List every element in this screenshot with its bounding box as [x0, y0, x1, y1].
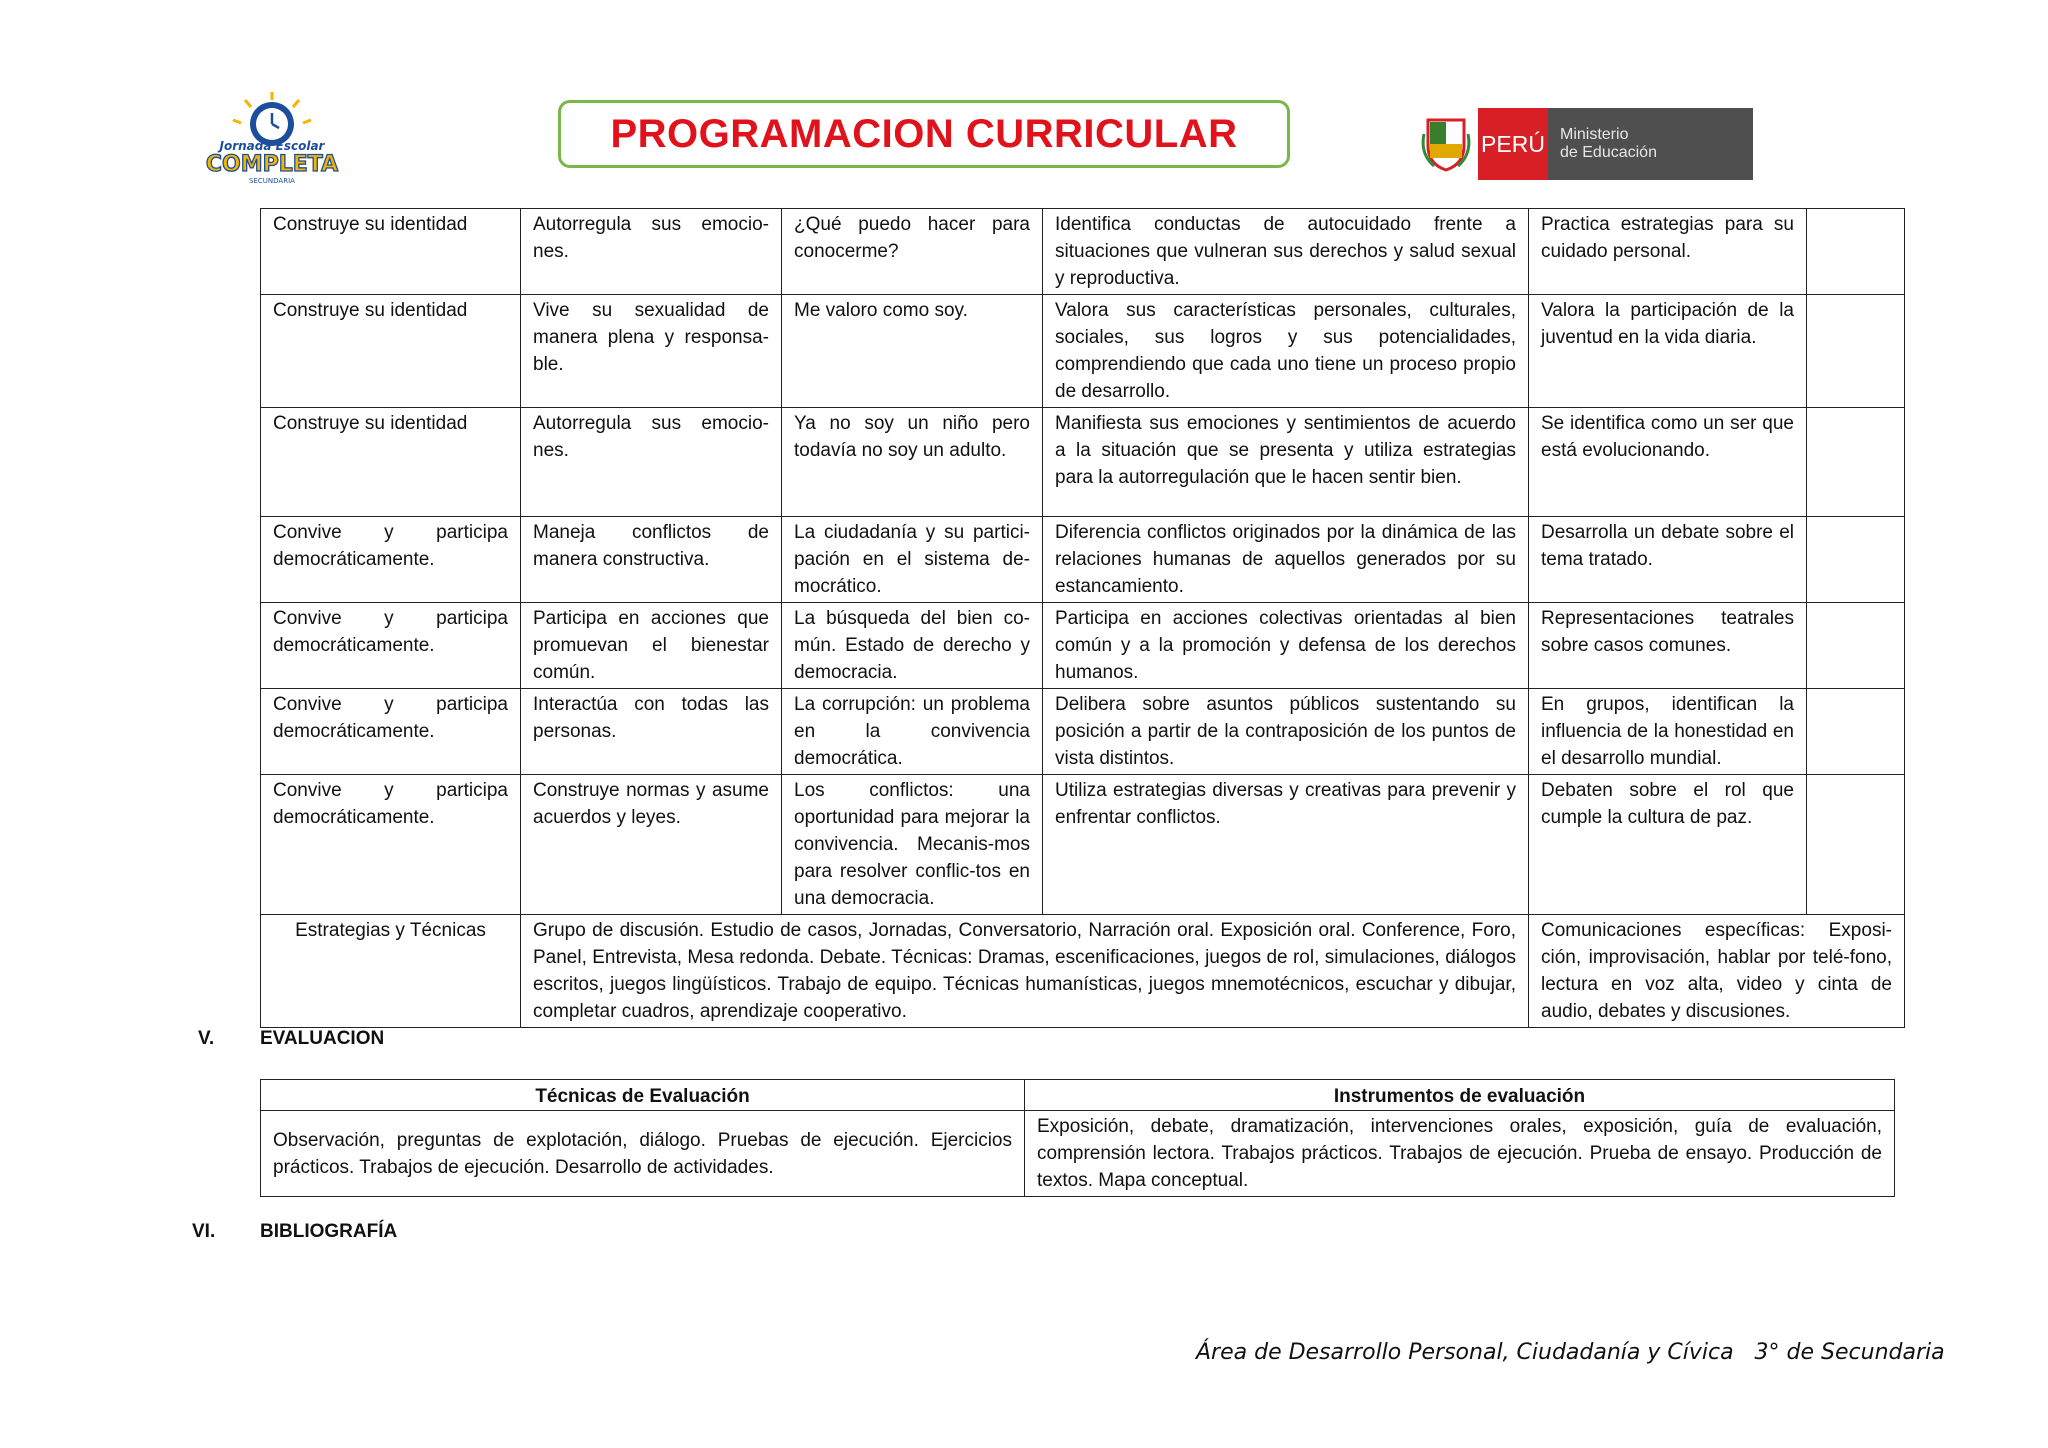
evaluation-col1-header: Técnicas de Evaluación — [261, 1080, 1025, 1111]
footer-text: Área de Desarrollo Personal, Ciudadanía y Cívica 3° de Secundaria — [1196, 1340, 1945, 1365]
bibliography-number: VI. — [192, 1221, 216, 1242]
evaluation-table — [260, 1079, 1895, 1197]
actividad-cell: Representaciones teatrales sobre casos comunes. — [1529, 603, 1807, 689]
extra-cell — [1807, 689, 1905, 775]
table-row — [261, 603, 1905, 689]
capacidad-cell: Interactúa con todas las personas. — [521, 689, 782, 775]
competencia-cell: Construye su identidad — [261, 209, 521, 295]
ministry-label — [1548, 108, 1753, 180]
actividad-cell: Practica estrategias para su cuidado personal. — [1529, 209, 1807, 295]
table-row — [261, 775, 1905, 915]
actividad-cell: Se identifica como un ser que está evolucionando. — [1529, 408, 1807, 517]
extra-cell — [1807, 603, 1905, 689]
evaluation-instruments: Exposición, debate, dramatización, intervenciones orales, exposición, guía de evaluación, comprensión lectora. Trabajos prácticos. Trabajos de ejecución. Prueba de ensayo. Producción de textos. Mapa conceptual. — [1025, 1111, 1895, 1197]
ministry-line-1: Ministerio — [1560, 126, 1629, 143]
strategies-label: Estrategias y Técnicas — [261, 915, 521, 1028]
extra-cell — [1807, 775, 1905, 915]
tema-cell: Me valoro como soy. — [782, 295, 1043, 408]
competencia-cell: Convive y participa democráticamente. — [261, 775, 521, 915]
desempeno-cell: Utiliza estrategias diversas y creativas para prevenir y enfrentar conflictos. — [1043, 775, 1529, 915]
actividad-cell: Debaten sobre el rol que cumple la cultura de paz. — [1529, 775, 1807, 915]
competencia-cell: Construye su identidad — [261, 408, 521, 517]
title-box — [558, 100, 1290, 168]
extra-cell — [1807, 295, 1905, 408]
desempeno-cell: Identifica conductas de autocuidado frente a situaciones que vulneran sus derechos y salud sexual y reproductiva. — [1043, 209, 1529, 295]
peru-label: PERÚ — [1478, 108, 1548, 180]
extra-cell — [1807, 408, 1905, 517]
capacidad-cell: Autorregula sus emocio-nes. — [521, 408, 782, 517]
extra-cell — [1807, 209, 1905, 295]
competencia-cell: Convive y participa democráticamente. — [261, 689, 521, 775]
table-row — [261, 295, 1905, 408]
bibliography-heading: BIBLIOGRAFÍA — [260, 1221, 398, 1242]
evaluation-heading: EVALUACION — [260, 1028, 385, 1049]
tema-cell: Ya no soy un niño pero todavía no soy un adulto. — [782, 408, 1043, 517]
actividad-cell: Valora la participación de la juventud en la vida diaria. — [1529, 295, 1807, 408]
evaluation-col2-header: Instrumentos de evaluación — [1025, 1080, 1895, 1111]
curriculum-table-body — [261, 209, 1905, 1028]
desempeno-cell: Diferencia conflictos originados por la dinámica de las relaciones humanas de aquellos generados por su estancamiento. — [1043, 517, 1529, 603]
extra-cell — [1807, 517, 1905, 603]
desempeno-cell: Participa en acciones colectivas orientadas al bien común y a la promoción y defensa de los derechos humanos. — [1043, 603, 1529, 689]
capacidad-cell: Vive su sexualidad de manera plena y responsa-ble. — [521, 295, 782, 408]
curriculum-table — [260, 208, 1905, 1028]
actividad-cell: En grupos, identifican la influencia de la honestidad en el desarrollo mundial. — [1529, 689, 1807, 775]
desempeno-cell: Valora sus características personales, culturales, sociales, sus logros y sus potencialidades, comprendiendo que cada uno tiene un proceso propio de desarrollo. — [1043, 295, 1529, 408]
capacidad-cell: Construye normas y asume acuerdos y leyes. — [521, 775, 782, 915]
table-row — [261, 209, 1905, 295]
evaluation-header-row — [261, 1080, 1895, 1111]
logo-line-3: SECUNDARIA — [249, 177, 295, 185]
strategies-row — [261, 915, 1905, 1028]
competencia-cell: Convive y participa democráticamente. — [261, 603, 521, 689]
capacidad-cell: Maneja conflictos de manera constructiva. — [521, 517, 782, 603]
evaluation-techniques: Observación, preguntas de explotación, diálogo. Pruebas de ejecución. Ejercicios prácticos. Trabajos de ejecución. Desarrollo de actividades. — [261, 1111, 1025, 1197]
tema-cell: La búsqueda del bien co-mún. Estado de derecho y democracia. — [782, 603, 1043, 689]
tema-cell: Los conflictos: una oportunidad para mejorar la convivencia. Mecanis-mos para resolver conflic-tos en una democracia. — [782, 775, 1043, 915]
capacidad-cell: Autorregula sus emocio-nes. — [521, 209, 782, 295]
page-title: PROGRAMACION CURRICULAR — [610, 111, 1238, 156]
strategies-extra: Comunicaciones específicas: Exposi-ción, improvisación, hablar por telé-fono, lectura en voz alta, video y cinta de audio, debates y discusiones. — [1529, 915, 1905, 1028]
tema-cell: ¿Qué puedo hacer para conocerme? — [782, 209, 1043, 295]
peru-coat-of-arms-icon — [1420, 114, 1472, 174]
evaluation-number: V. — [198, 1028, 215, 1049]
jornada-escolar-completa-logo — [205, 90, 340, 186]
competencia-cell: Convive y participa democráticamente. — [261, 517, 521, 603]
actividad-cell: Desarrolla un debate sobre el tema tratado. — [1529, 517, 1807, 603]
tema-cell: La corrupción: un problema en la convivencia democrática. — [782, 689, 1043, 775]
strategies-text: Grupo de discusión. Estudio de casos, Jornadas, Conversatorio, Narración oral. Exposición oral. Conference, Foro, Panel, Entrevista, Mesa redonda. Debate. Técnicas: Dramas, escenificaciones, juegos de rol, simulaciones, diálogos escritos, juegos lingüísticos. Trabajo de equipo. Técnicas humanísticas, juegos mnemotécnicos, escuchar y dibujar, completar cuadros, aprendizaje cooperativo. — [521, 915, 1529, 1028]
table-row — [261, 517, 1905, 603]
table-row — [261, 689, 1905, 775]
evaluation-row — [261, 1111, 1895, 1197]
logo-line-2: COMPLETA — [205, 152, 339, 177]
desempeno-cell: Delibera sobre asuntos públicos sustentando su posición a partir de la contraposición de los puntos de vista distintos. — [1043, 689, 1529, 775]
desempeno-cell: Manifiesta sus emociones y sentimientos de acuerdo a la situación que se presenta y utiliza estrategias para la autorregulación que le hacen sentir bien. — [1043, 408, 1529, 517]
capacidad-cell: Participa en acciones que promuevan el bienestar común. — [521, 603, 782, 689]
logo-line-1: Jornada Escolar — [219, 139, 325, 153]
tema-cell: La ciudadanía y su partici-pación en el sistema de-mocrático. — [782, 517, 1043, 603]
ministry-line-2: de Educación — [1560, 144, 1657, 161]
table-row — [261, 408, 1905, 517]
competencia-cell: Construye su identidad — [261, 295, 521, 408]
minedu-logo — [1420, 108, 1753, 180]
